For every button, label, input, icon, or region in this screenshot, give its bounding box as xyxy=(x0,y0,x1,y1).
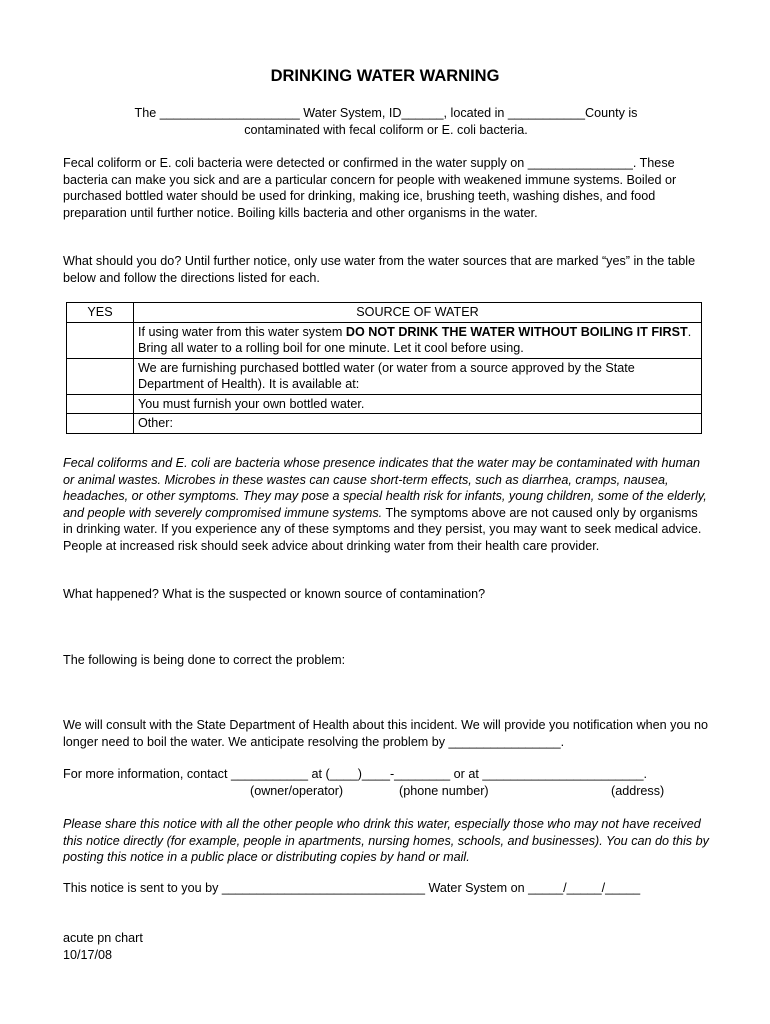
phone-number-label: (phone number) xyxy=(399,784,489,798)
intro-statement xyxy=(63,105,709,138)
source-cell: Other: xyxy=(134,414,702,434)
source-text: . Bring all water to a rolling boil for one minute. Let it cool before using. xyxy=(138,324,692,355)
health-normal: The symptoms above are not caused only by organisms in drinking water. If you experience any of these symptoms and they persist, you may want to seek medical advice. People at increased risk should seek advice about drinking water from their health care provider. xyxy=(63,505,702,553)
owner-operator-label: (owner/operator) xyxy=(250,784,344,798)
table-row xyxy=(67,414,702,434)
source-warning: DO NOT DRINK THE WATER WITHOUT BOILING IT FIRST xyxy=(345,324,688,339)
source-cell xyxy=(134,322,702,358)
header-yes: YES xyxy=(67,303,134,323)
intro-line-2: contaminated with fecal coliform or E. coli bacteria. xyxy=(244,122,528,137)
table-header-row xyxy=(67,303,702,323)
header-source: SOURCE OF WATER xyxy=(134,303,702,323)
yes-cell[interactable] xyxy=(67,394,134,414)
share-paragraph: Please share this notice with all the other people who drink this water, especially those who may not have received this notice directly (for example, people in apartments, nursing homes, schools, and businesses). You can do this by posting this notice in a public place or distributing copies by hand or mail. xyxy=(63,817,709,864)
consult-paragraph: We will consult with the State Department of Health about this incident. We will provide you notification when you no longer need to boil the water. We anticipate resolving the problem by ________________. xyxy=(63,718,708,749)
table-row xyxy=(67,322,702,358)
health-italic: Fecal coliforms and E. coli are bacteria whose presence indicates that the water may be contaminated with human or animal wastes. Microbes in these wastes can cause short-term effects, such as diarrhea, cramps, nausea, headaches, or other symptoms. They may pose a special health risk for infants, young children, some of the elderly, and people with severely compromised immune systems. xyxy=(63,456,707,520)
source-cell: We are furnishing purchased bottled water (or water from a source approved by the State Department of Health). It is available at: xyxy=(134,358,702,394)
footer xyxy=(63,930,709,963)
correction-heading: The following is being done to correct the problem: xyxy=(63,653,346,667)
page-title: DRINKING WATER WARNING xyxy=(270,67,500,85)
contact-line: For more information, contact ___________ at (____)____-________ or at _______________________. xyxy=(63,767,647,781)
source-text: If using water from this water system xyxy=(138,324,346,339)
source-cell: You must furnish your own bottled water. xyxy=(134,394,702,414)
table-row xyxy=(67,394,702,414)
footer-line-1: acute pn chart xyxy=(63,931,143,945)
intro-line-1: The ____________________ Water System, ID______, located in ___________County is xyxy=(134,106,638,120)
address-label: (address) xyxy=(611,784,665,798)
detection-paragraph: Fecal coliform or E. coli bacteria were detected or confirmed in the water supply on _______________. These bacteria can make you sick and are a particular concern for people with weakened immune systems. Boiled or purchased bottled water should be used for drinking, making ice, brushing teeth, washing dishes, and food preparation until further notice. Boiling kills bacteria and other organisms in the water. xyxy=(63,156,677,220)
sent-line: This notice is sent to you by _____________________________ Water System on _____/_____/_____ xyxy=(63,881,641,895)
footer-date: 10/17/08 xyxy=(63,947,113,962)
yes-cell[interactable] xyxy=(67,358,134,394)
yes-cell[interactable] xyxy=(67,414,134,434)
health-paragraph xyxy=(63,455,709,554)
what-to-do-paragraph: What should you do? Until further notice, only use water from the water sources that are marked “yes” in the table below and follow the directions listed for each. xyxy=(63,254,696,285)
water-source-table xyxy=(66,302,702,434)
what-happened-question: What happened? What is the suspected or known source of contamination? xyxy=(63,587,486,601)
yes-cell[interactable] xyxy=(67,322,134,358)
table-row xyxy=(67,358,702,394)
